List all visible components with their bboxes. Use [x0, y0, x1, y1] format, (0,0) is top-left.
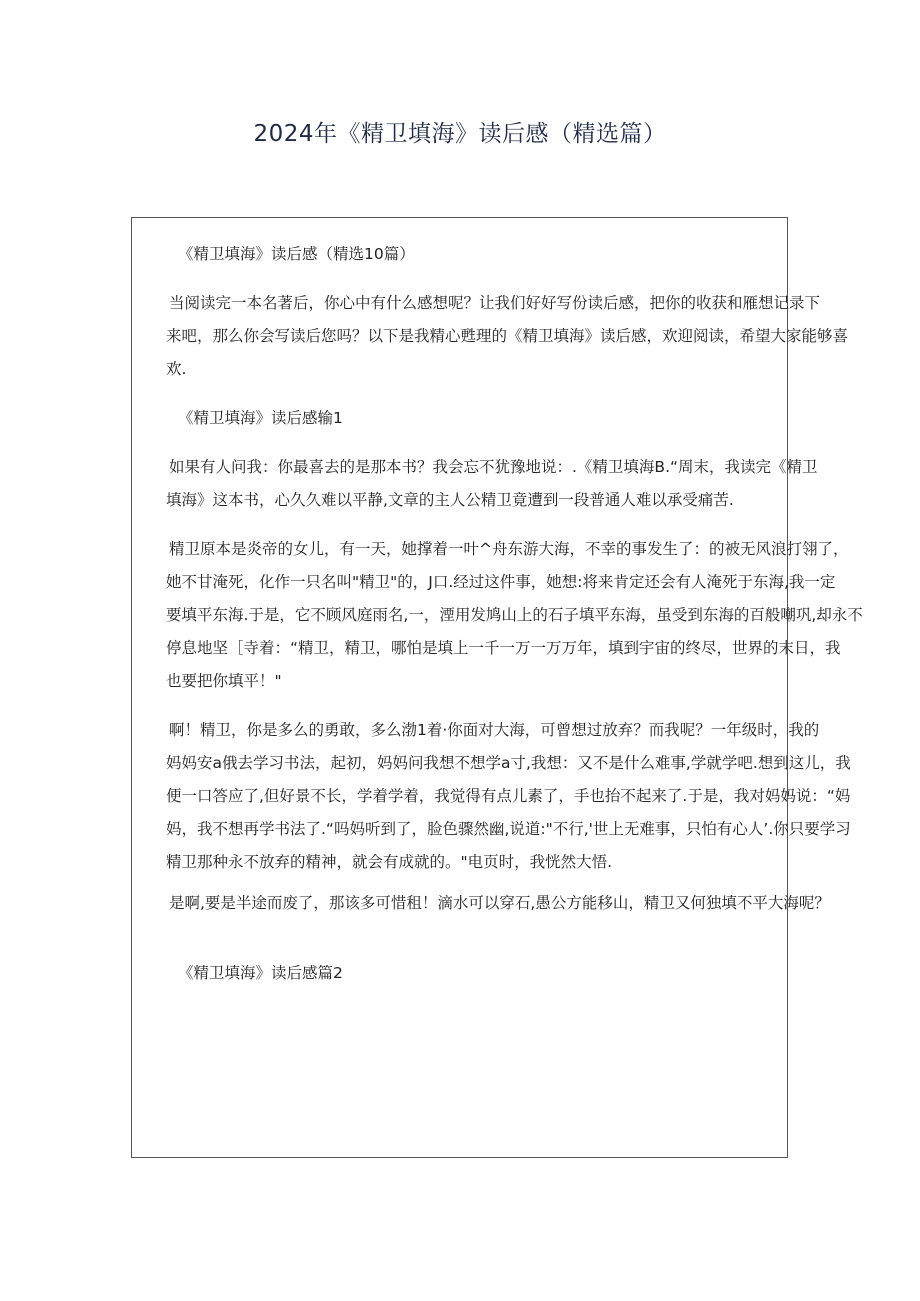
section-heading: 《精卫填海》读后感（精选10篇） — [178, 245, 415, 263]
paragraph-line: 便一口答应了,但好景不长，学着学着，我觉得有点儿素了，手也抬不起来了.于是，我对妈妈说：“妈 — [166, 787, 851, 805]
content-box — [131, 217, 863, 1158]
paragraph-line: 精卫那种永不放弃的精神，就会有成就的。"电页时，我恍然大悟. — [166, 853, 613, 871]
paragraph-line: 是啊,要是半途而废了，那该多可惜租！滴水可以穿石,愚公方能移山，精卫又何独填不平大海呢？ — [169, 894, 830, 912]
paragraph-line: 要填平东海.于是，它不顾风庭雨名,一，湮用发鸠山上的石子填平东海，虽受到东海的百般嘲巩,却永不 — [166, 606, 863, 624]
paragraph-line: 她不甘淹死，化作一只名叫"精卫"的，J口.经过这件事，她想:将来肯定还会有人淹死于东海,我一定 — [166, 573, 836, 591]
section-heading: 《精卫填海》读后感输1 — [178, 409, 343, 427]
paragraph-line: 当阅读完一本名著后，你心中有什么感想呢？让我们好好写份读后感，把你的收获和雁想记录下 — [169, 294, 821, 312]
paragraph-line: 也要把你填平！" — [166, 672, 282, 690]
paragraph-line: 停息地坚［寺着：“精卫，精卫，哪怕是填上一千一万一万万年，填到宇宙的终尽，世界的末日，我 — [166, 639, 841, 657]
paragraph-line: 精卫原本是炎帝的女儿，有一天，她撑着一叶^舟东游大海，不幸的事发生了：的被无风浪打翎了， — [169, 540, 849, 558]
paragraph-line: 啊！精卫，你是多么的勇敢，多么渤1着·你面对大海，可曾想过放弃？而我呢？一年级时，我的 — [169, 721, 820, 739]
paragraph-line: 如果有人问我：你最喜去的是那本书？我会忘不犹豫地说：.《精卫填海B.“周末，我读完《精卫 — [169, 458, 818, 476]
document-title: 2024年《精卫填海》读后感（精选篇） — [253, 121, 667, 147]
paragraph-line: 来吧，那么你会写读后您吗？以下是我精心甦理的《精卫填海》读后感，欢迎阅读，希望大家能够喜 — [166, 327, 849, 345]
paragraph-line: 欢. — [166, 360, 187, 378]
paragraph-line: 妈，我不想再学书法了.“吗妈听到了，脸色骤然幽,说道:"不行,'世上无难事，只怕有心人’.你只要学习 — [166, 820, 851, 838]
section-heading: 《精卫填海》读后感篇2 — [178, 964, 343, 982]
paragraph-line: 填海》这本书，心久久难以平静,文章的主人公精卫竟遭到一段普通人难以承受痛苦. — [166, 491, 734, 509]
paragraph-line: 妈妈安a俄去学习书法，起初，妈妈问我想不想学a寸,我想：又不是什么难事,学就学吧.想到这儿，我 — [166, 754, 851, 772]
